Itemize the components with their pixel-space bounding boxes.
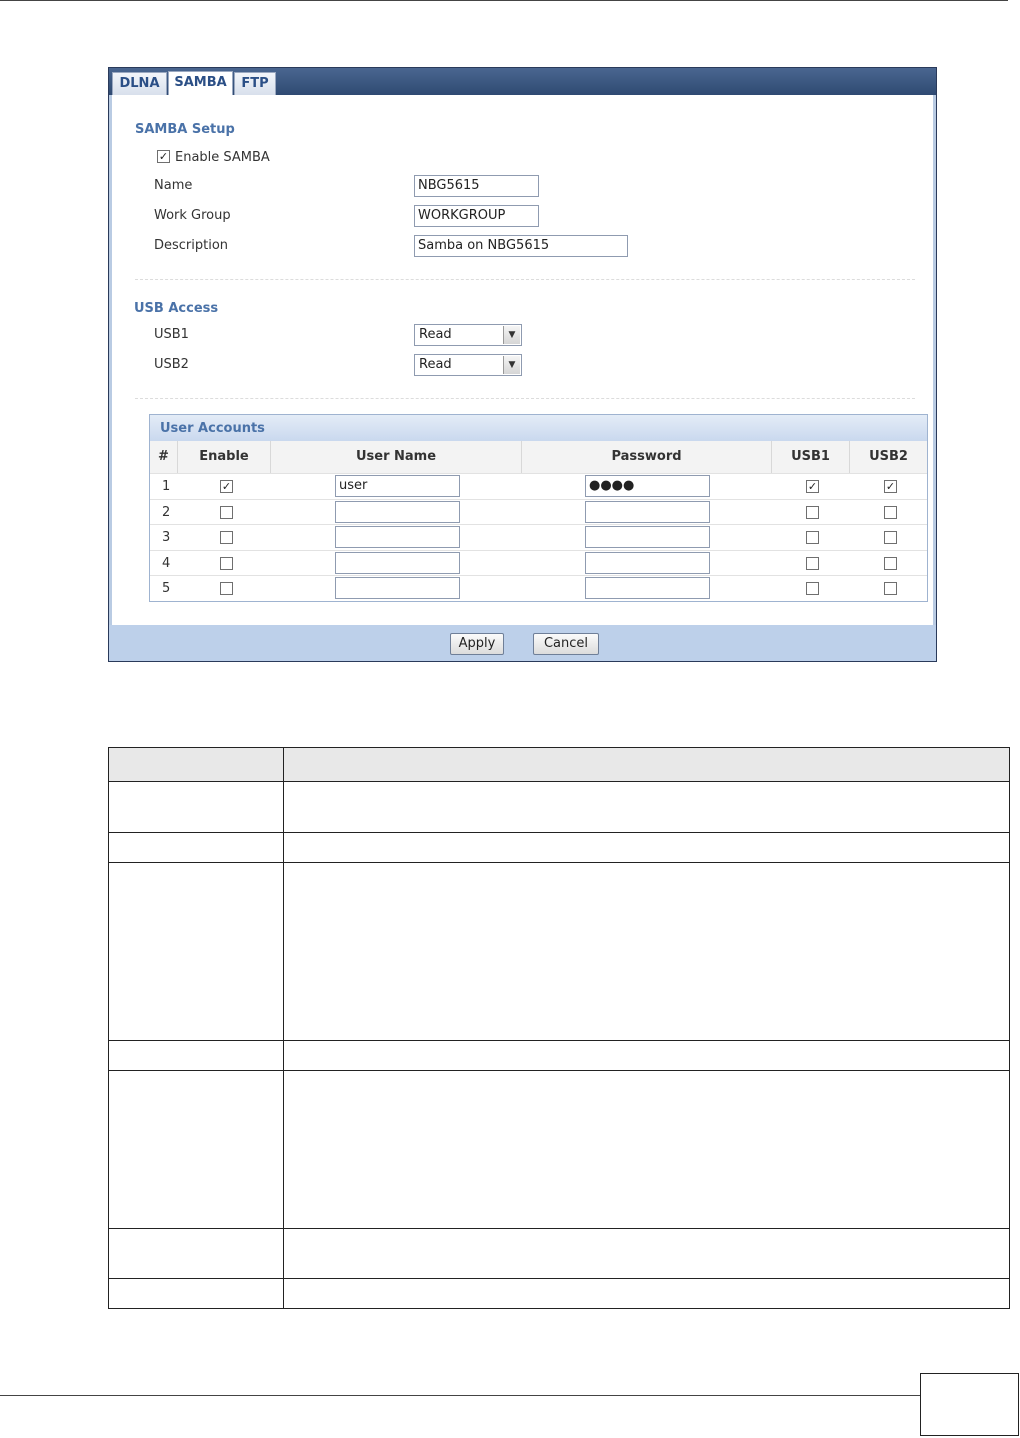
password-input[interactable] bbox=[585, 577, 710, 599]
usb2-checkbox[interactable] bbox=[884, 531, 897, 544]
password-input[interactable] bbox=[585, 501, 710, 523]
column-header-usb1: USB1 bbox=[772, 441, 850, 473]
row-index: 1 bbox=[162, 479, 171, 494]
password-input[interactable] bbox=[585, 526, 710, 548]
enable-checkbox[interactable] bbox=[220, 531, 233, 544]
usb1-checkbox[interactable]: ✓ bbox=[807, 480, 818, 493]
password-input[interactable]: ●●●● bbox=[585, 475, 710, 497]
user-accounts-title: User Accounts bbox=[160, 421, 265, 436]
password-input[interactable] bbox=[585, 552, 710, 574]
description-label: Description bbox=[154, 238, 229, 253]
row-index: 4 bbox=[162, 555, 171, 571]
user-name-input[interactable] bbox=[335, 577, 460, 599]
chevron-down-icon[interactable]: ▼ bbox=[503, 326, 520, 344]
workgroup-input[interactable]: WORKGROUP bbox=[414, 205, 539, 227]
enable-checkbox[interactable]: ✓ bbox=[221, 480, 232, 493]
cancel-button[interactable]: Cancel bbox=[533, 633, 599, 655]
name-input[interactable]: NBG5615 bbox=[414, 175, 539, 197]
tab-content bbox=[109, 95, 936, 625]
tab-ftp[interactable]: FTP bbox=[234, 72, 276, 95]
usb2-checkbox[interactable] bbox=[884, 506, 897, 519]
table-row bbox=[150, 499, 927, 524]
usb2-label: USB2 bbox=[154, 357, 189, 372]
column-header-user-name: User Name bbox=[271, 441, 522, 473]
samba-screen bbox=[108, 67, 937, 662]
row-divider bbox=[109, 1070, 1009, 1071]
column-header-usb2: USB2 bbox=[850, 441, 927, 473]
usb2-checkbox[interactable] bbox=[884, 582, 897, 595]
row-divider bbox=[109, 862, 1009, 863]
row-divider bbox=[109, 1228, 1009, 1229]
user-name-input[interactable] bbox=[335, 501, 460, 523]
table-row bbox=[150, 524, 927, 549]
description-table-header bbox=[109, 748, 1009, 782]
user-accounts-header bbox=[150, 415, 927, 441]
name-label: Name bbox=[154, 178, 193, 193]
user-accounts-table bbox=[149, 414, 928, 602]
usb1-select[interactable] bbox=[414, 324, 522, 346]
apply-button[interactable]: Apply bbox=[450, 633, 504, 655]
usb1-checkbox[interactable] bbox=[806, 506, 819, 519]
row-index: 2 bbox=[162, 504, 171, 520]
chevron-down-icon[interactable]: ▼ bbox=[503, 356, 520, 374]
usb2-select-value: Read bbox=[419, 357, 452, 372]
section-divider bbox=[135, 398, 915, 399]
page-number-box bbox=[920, 1373, 1019, 1436]
field-description-table bbox=[108, 747, 1010, 1309]
column-header-password: Password bbox=[522, 441, 772, 473]
row-divider bbox=[109, 832, 1009, 833]
enable-checkbox[interactable] bbox=[220, 506, 233, 519]
workgroup-label: Work Group bbox=[154, 208, 231, 223]
usb1-checkbox[interactable] bbox=[806, 582, 819, 595]
row-index: 5 bbox=[162, 581, 171, 596]
tab-dlna[interactable]: DLNA bbox=[112, 72, 167, 95]
column-header-index: # bbox=[150, 441, 178, 473]
page-bottom-rule bbox=[0, 1395, 920, 1396]
user-name-input[interactable] bbox=[335, 552, 460, 574]
enable-samba-label: Enable SAMBA bbox=[175, 150, 270, 165]
button-bar bbox=[109, 625, 936, 661]
table-row bbox=[150, 550, 927, 575]
usb1-checkbox[interactable] bbox=[806, 557, 819, 570]
row-divider bbox=[109, 1040, 1009, 1041]
description-input[interactable]: Samba on NBG5615 bbox=[414, 235, 628, 257]
user-name-input[interactable] bbox=[335, 526, 460, 548]
row-index: 3 bbox=[162, 530, 171, 545]
page-top-rule bbox=[0, 0, 1008, 1]
usb1-label: USB1 bbox=[154, 327, 189, 342]
table-row bbox=[150, 575, 927, 600]
enable-checkbox[interactable] bbox=[220, 582, 233, 595]
tab-samba[interactable]: SAMBA bbox=[168, 71, 233, 95]
usb2-checkbox[interactable]: ✓ bbox=[885, 480, 896, 493]
row-divider bbox=[109, 1278, 1009, 1279]
usb2-checkbox[interactable] bbox=[884, 557, 897, 570]
enable-checkbox[interactable] bbox=[220, 557, 233, 570]
samba-setup-title: SAMBA Setup bbox=[135, 122, 235, 137]
usb1-select-value: Read bbox=[419, 327, 452, 342]
usb2-select[interactable] bbox=[414, 354, 522, 376]
enable-samba-checkbox[interactable]: ✓ bbox=[158, 150, 169, 163]
table-row bbox=[150, 473, 927, 498]
tab-bar bbox=[109, 68, 936, 95]
section-divider bbox=[135, 279, 915, 280]
usb-access-title: USB Access bbox=[134, 301, 219, 316]
column-header-enable: Enable bbox=[178, 441, 271, 473]
usb1-checkbox[interactable] bbox=[806, 531, 819, 544]
user-name-input[interactable]: user bbox=[335, 475, 460, 497]
